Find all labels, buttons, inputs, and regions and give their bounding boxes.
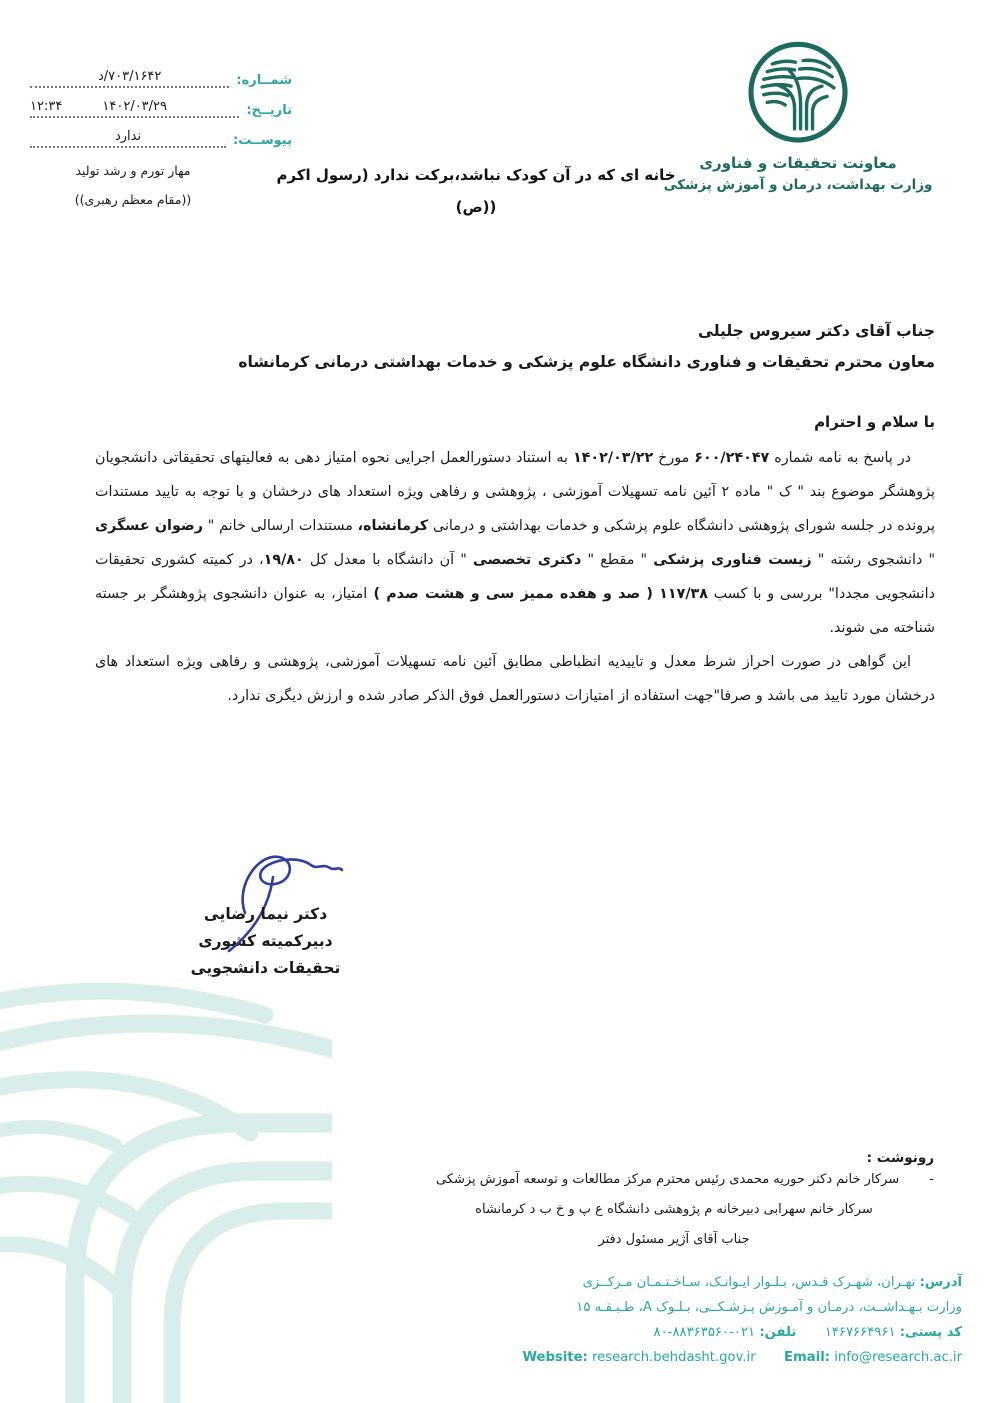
email-value: info@research.ac.ir — [834, 1350, 962, 1365]
attachment-value: ندارد — [114, 129, 142, 145]
cc-heading: رونوشت : — [866, 1150, 934, 1166]
footer-address-line2: وزارت بـهـداشــت، درمـان و آمـوزش پـزشـکــی، بـلـوک A، طـبـقـه ۱۵ — [576, 1300, 962, 1315]
footer-postal-phone-line — [312, 1320, 962, 1345]
signature-block — [163, 843, 368, 982]
phone-label: تلفن: — [759, 1325, 797, 1340]
brand-deputy-name: معاونت تحقیقات و فناوری — [699, 154, 897, 172]
attachment-label: پیوســت: — [233, 133, 292, 148]
slogan-line1: مهار تورم و رشد تولید — [75, 163, 191, 178]
number-value: ۷۰۳/۱۶۴۲/د — [97, 69, 162, 85]
signer-title-line2: تحقیقات دانشجویی — [190, 959, 341, 977]
email-label: Email: — [784, 1350, 831, 1365]
handwritten-signature — [211, 837, 361, 957]
number-label: شمــاره: — [236, 73, 292, 88]
hadith-line2 — [270, 192, 682, 224]
cc-item-2: سرکار خانم سهرابی دبیرخانه م پژوهشی دانشگاه ع پ و خ ب د کرمانشاه — [475, 1201, 873, 1217]
phone-value: ۰۲۱-۸۸۳۶۳۵۶۰-۸۰ — [653, 1325, 756, 1340]
cc-dash: - — [929, 1172, 934, 1187]
watermark-tree-graphic — [0, 983, 332, 1403]
footer-address-line1 — [312, 1270, 962, 1295]
hadith-line2-text: (ص)) — [455, 197, 497, 216]
number-dotted-line — [30, 69, 229, 88]
ministry-tree-logo-icon — [746, 40, 850, 146]
ministry-brand-block — [638, 40, 958, 193]
cc-item-3: جناب آقای آژیر مسئول دفتر — [598, 1231, 750, 1247]
date-value: ۱۴۰۲/۰۳/۲۹ — [102, 99, 168, 115]
attachment-dotted-line — [30, 129, 226, 148]
hadith-line1: خانه ای که در آن کودک نباشد،برکت ندارد (رسول اکرم — [276, 166, 676, 184]
address-label: آدرس: — [919, 1275, 962, 1290]
meta-row-number — [30, 58, 292, 88]
cc-item-1-text: سرکار خانم دکتر حوریه محمدی رئیس محترم مرکز مطالعات و توسعه آموزش پزشکی — [435, 1172, 900, 1187]
year-slogan — [44, 157, 222, 215]
footer-contact-block — [312, 1270, 962, 1370]
cc-item-1 — [414, 1170, 934, 1191]
postal-code-value: ۱۴۶۷۶۶۴۹۶۱ — [824, 1325, 896, 1340]
address-line1-value: تهـران، شهـرک قـدس، بـلـوار ایـوانـک، سـاخـتـمـان مـرکــزی — [582, 1275, 916, 1290]
postal-code-label: کد پستی: — [899, 1325, 962, 1340]
meta-row-attachment — [30, 118, 292, 148]
signer-title-line1: دبیرکمیته کشوری — [198, 932, 333, 950]
slogan-line2: ((مقام معظم رهبری)) — [74, 191, 192, 207]
salutation: با سلام و احترام — [814, 413, 935, 431]
date-dotted-line — [30, 99, 239, 118]
meta-row-date — [30, 88, 292, 118]
cc-block — [414, 1150, 934, 1250]
hadith-quote — [270, 160, 682, 223]
date-label: تاریــخ: — [246, 103, 292, 118]
signer-name: دکتر نیما رضایی — [203, 905, 328, 923]
footer-web-email-line — [522, 1345, 962, 1370]
addressee-name: جناب آقای دکتر سیروس جلیلی — [698, 322, 935, 340]
website-value: research.behdasht.gov.ir — [592, 1350, 756, 1365]
letter-body — [95, 322, 935, 713]
website-label: Website: — [522, 1350, 588, 1365]
body-paragraph-2: این گواهی در صورت احراز شرط معدل و تاییدیه انظباطی مطابق آئین نامه تسهیلات آموزشی، پژوهشی و رفاهی ویژه استعداد های درخشان مورد تایید می باشد و صرفا"جهت استفاده از امتیازات دستورالعمل فوق الذکر صادر شده و ارزش دیگری ندارد. — [95, 654, 935, 704]
time-value: ۱۲:۳۴ — [30, 99, 63, 115]
body-paragraph-1: در پاسخ به نامه شماره ۶۰۰/۲۴۰۴۷ مورخ ۱۴۰۲/۰۳/۲۲ به استناد دستورالعمل اجرایی نحوه امتیاز دهی به فعالیتهای تحقیقاتی دانشجویان پژوهشگر موضوع بند " ک " ماده ۲ آئین نامه تسهیلات آموزشی ، پژوهشی و رفاهی ویژه استعداد های درخشان و با توجه به تایید مستندات پرونده در جلسه شورای پژوهشی دانشگاه علوم پزشکی و خدمات بهداشتی و درمانی کرمانشاه، مستندات ارسالی خانم " رضوان عسگری " دانشجوی رشته " زیست فناوری پزشکی " مقطع " دکتری تخصصی " آن دانشگاه با معدل کل ۱۹/۸۰، در کمیته کشوری تحقیقات دانشجویی مجددا" بررسی و با کسب ۱۱۷/۳۸ ( صد و هفده ممیز سی و هشت صدم ) امتیاز، به عنوان دانشجوی پژوهشگر بر جسته شناخته می شوند. — [95, 450, 936, 636]
letter-meta-block — [30, 58, 292, 148]
addressee-title: معاون محترم تحقیقات و فناوری دانشگاه علوم پزشکی و خدمات بهداشتی درمانی کرمانشاه — [238, 353, 935, 371]
brand-ministry-name: وزارت بهداشت، درمان و آموزش پزشکی — [663, 177, 933, 193]
